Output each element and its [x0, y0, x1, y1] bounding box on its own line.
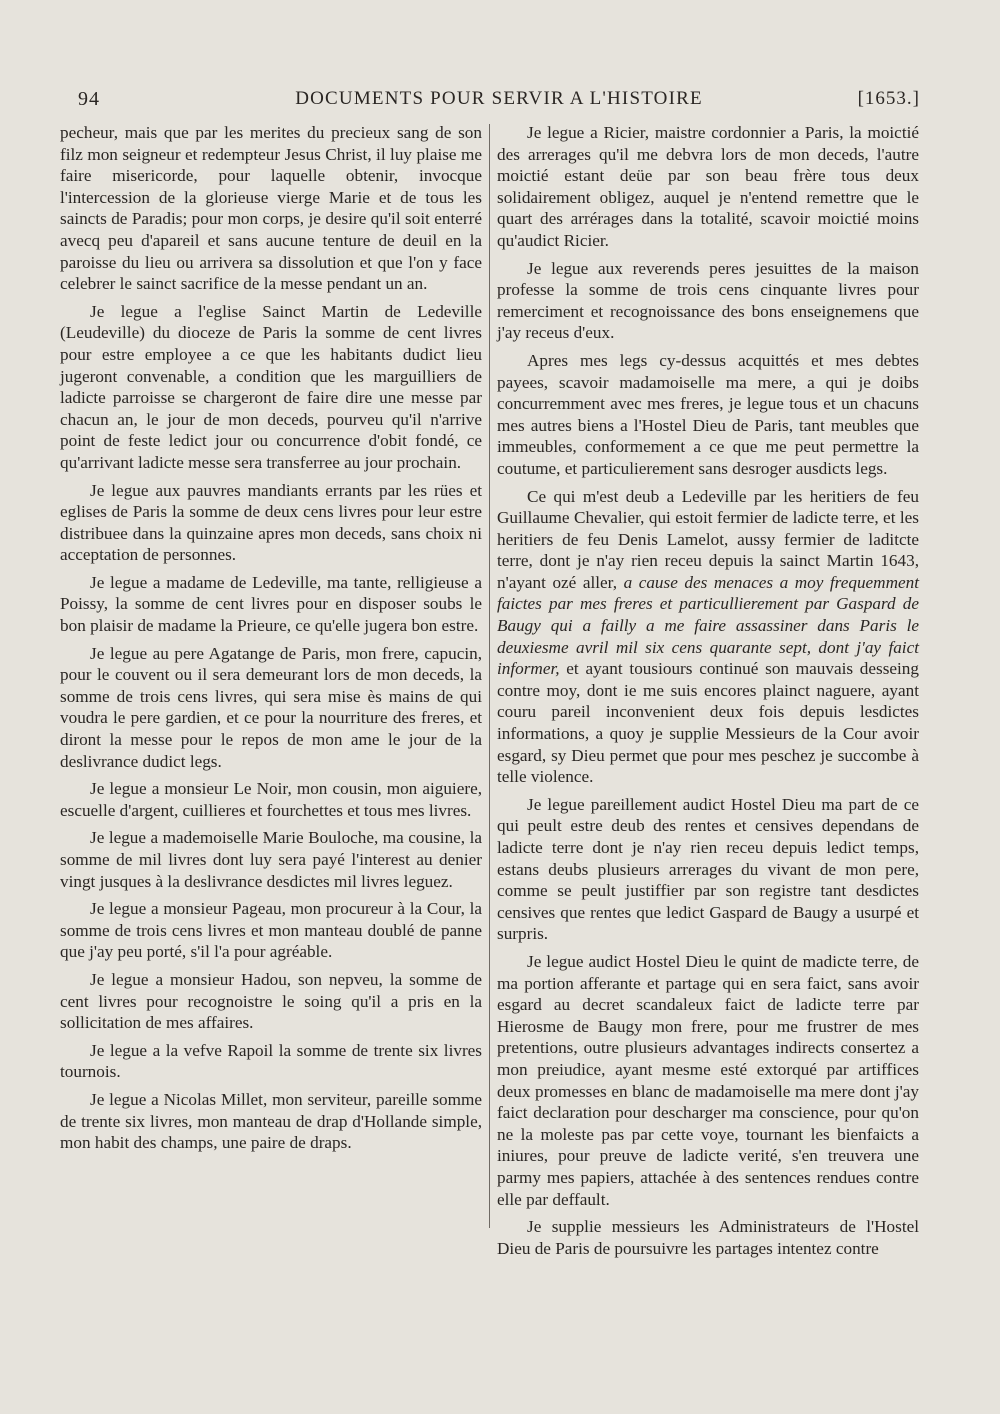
paragraph: Je legue aux reverends peres jesuittes de la maison professe la somme de trois cens cinquante livres pour remerciment et recognoissance des bons enseignemens que j'ay receus d'eux. [497, 258, 919, 343]
paragraph: Je legue a l'eglise Sainct Martin de Ledeville (Leudeville) du dioceze de Paris la somme de cent livres pour estre employee a ce que les habitants dudict lieu jugeront convenable, a condition que les marguilliers de ladicte parroisse se chargeront de faire dire une messe par chacun an, le jour de mon deceds, pourveu qu'il n'arrive point de feste ledict jour ou concurrence d'obit fondé, ce qu'arrivant ladicte messe sera transferree au jour prochain. [60, 301, 482, 472]
paragraph: Je legue a monsieur Le Noir, mon cousin, mon aiguiere, escuelle d'argent, cuillieres et fourchettes et tous mes livres. [60, 779, 482, 820]
paragraph: pecheur, mais que par les merites du precieux sang de son filz mon seigneur et redempteur Jesus Christ, il luy plaise me faire misericorde, pour laquelle obtenir, invocque l'intercession de la glorieuse vierge Marie et de tous les saincts de Paradis; pour mon corps, je desire qu'il soit enterré avecq peu d'apareil et sans aucune tenture de deuil en la paroisse du lieu ou arrivera sa dissolution et que l'on y face celebrer le sainct sacrifice de la messe pendant un an. [60, 123, 482, 294]
paragraph: Je legue a la vefve Rapoil la somme de trente six livres tournois. [60, 1040, 482, 1082]
column-divider [489, 124, 490, 1228]
year-marker: [1653.] [857, 88, 920, 109]
paragraph [497, 486, 919, 788]
paragraph: Je legue audict Hostel Dieu le quint de madicte terre, de ma portion afferante et partage qui en sera faict, sans avoir esgard au decret scandaleux faict de ladicte terre par Hierosme de Baugy mon frere, pour me frustrer de mes pretentions, outre plusieurs advantages indirects consertez a mon preiudice, ayant mesme esté extorqué par artiffices deux promesses en blanc de madamoiselle ma mere dont j'ay faict declaration pour descharger ma conscience, pour qu'on ne la moleste pas par cette voye, tournant les bienfaicts a iniures, pour preuve de ladicte verité, s'en treuvera une parmy mes papiers, attachée à des sentences rendues contre elle par deffault. [497, 951, 919, 1209]
paragraph: Je legue pareillement audict Hostel Dieu ma part de ce qui peult estre deub des rentes et censives dependans de ladicte terre dont je n'ay rien receu depuis ledict temps, estans deubs plusieurs arrerages du vivant de mon pere, comme se peult justiffier par son registre tant desdictes censives que rentes que ledict Gaspard de Baugy a usurpé et surpris. [497, 794, 919, 944]
page-header [78, 88, 920, 116]
paragraph-text: Ce qui m'est deub a Ledeville par les heritiers de feu Guillaume Chevalier, qui estoit fermier de ladicte terre, et les heritiers de feu Denis Lamelot, aussy fermier de laditcte terre, dont je n'ay rien receu depuis la sainct Martin 1643, n'ayant ozé aller, [497, 486, 919, 592]
paragraph: Je legue a Nicolas Millet, mon serviteur, pareille somme de trente six livres, mon manteau de drap d'Hollande simple, mon habit des champs, une paire de draps. [60, 1089, 482, 1153]
right-column [497, 122, 919, 1265]
paragraph: Je legue au pere Agatange de Paris, mon frere, capucin, pour le couvent ou il sera demeurant lors de mon deceds, la somme de trois cens livres, qui sera mise ès mains de qui voudra le pere gardien, et ce pour la nourriture des freres, et diront la messe pour le repos de mon ame le jour de la deslivrance dudict legs. [60, 643, 482, 771]
paragraph-text: et ayant tousiours continué son mauvais desseing contre moy, dont ie me suis encores plainct naguere, ayant couru pareil inconvenient deux fois depuis lesdictes informations, a quoy je supplie Messieurs de la Cour avoir esgard, sy Dieu permet que pour mes peschez je succombe à telle violence. [497, 659, 919, 787]
paragraph: Je legue a monsieur Hadou, son nepveu, la somme de cent livres pour recognoistre le soing qu'il a pris en la sollicitation de mes affaires. [60, 969, 482, 1033]
paragraph: Je legue a madame de Ledeville, ma tante, relligieuse a Poissy, la somme de cent livres pour en disposer soubs le bon plaisir de madame la Prieure, ce qu'elle jugera bon estre. [60, 572, 482, 636]
paragraph: Apres mes legs cy-dessus acquittés et mes debtes payees, scavoir madamoiselle ma mere, a qui je doibs concurremment avec mes freres, je legue tous et un chacuns mes autres biens a l'Hostel Dieu de Paris, tant meubles que immeubles, conformement a ce que me peut permettre la coutume, et particulierement sans desroger ausdicts legs. [497, 350, 919, 478]
page-number: 94 [78, 88, 100, 110]
italic-passage: a cause des menaces a moy frequemment faictes par mes freres et particullierement par Gaspard de Baugy qui a failly a me faire assassiner dans Paris le deuxiesme avril mil six cens quarante sept, dont j'ay faict informer, [497, 572, 919, 679]
running-title: DOCUMENTS POUR SERVIR A L'HISTOIRE [295, 88, 703, 109]
paragraph: Je legue aux pauvres mandiants errants par les rües et eglises de Paris la somme de deux cens livres pour leur estre distribuee dans la quinzaine apres mon deceds, sans choix ni acceptation de personnes. [60, 480, 482, 565]
paragraph: Je legue a mademoiselle Marie Bouloche, ma cousine, la somme de mil livres dont luy sera payé l'interest au denier vingt jusques à la deslivrance desdictes mil livres leguez. [60, 828, 482, 891]
paragraph: Je legue a Ricier, maistre cordonnier a Paris, la moictié des arrerages qu'il me debvra lors de mon deceds, l'autre moictié estant deüe par son beau frère tous deux solidairement obligez, auquel je n'entend remettre que le quart des arrérages dans la totalité, scavoir moictié moins qu'audict Ricier. [497, 123, 919, 250]
left-column [60, 122, 482, 1160]
paragraph: Je supplie messieurs les Administrateurs de l'Hostel Dieu de Paris de poursuivre les partages intentez contre [497, 1217, 919, 1258]
paragraph: Je legue a monsieur Pageau, mon procureur à la Cour, la somme de trois cens livres et mon manteau doublé de panne que j'ay peu porté, s'il l'a pour agréable. [60, 899, 482, 962]
